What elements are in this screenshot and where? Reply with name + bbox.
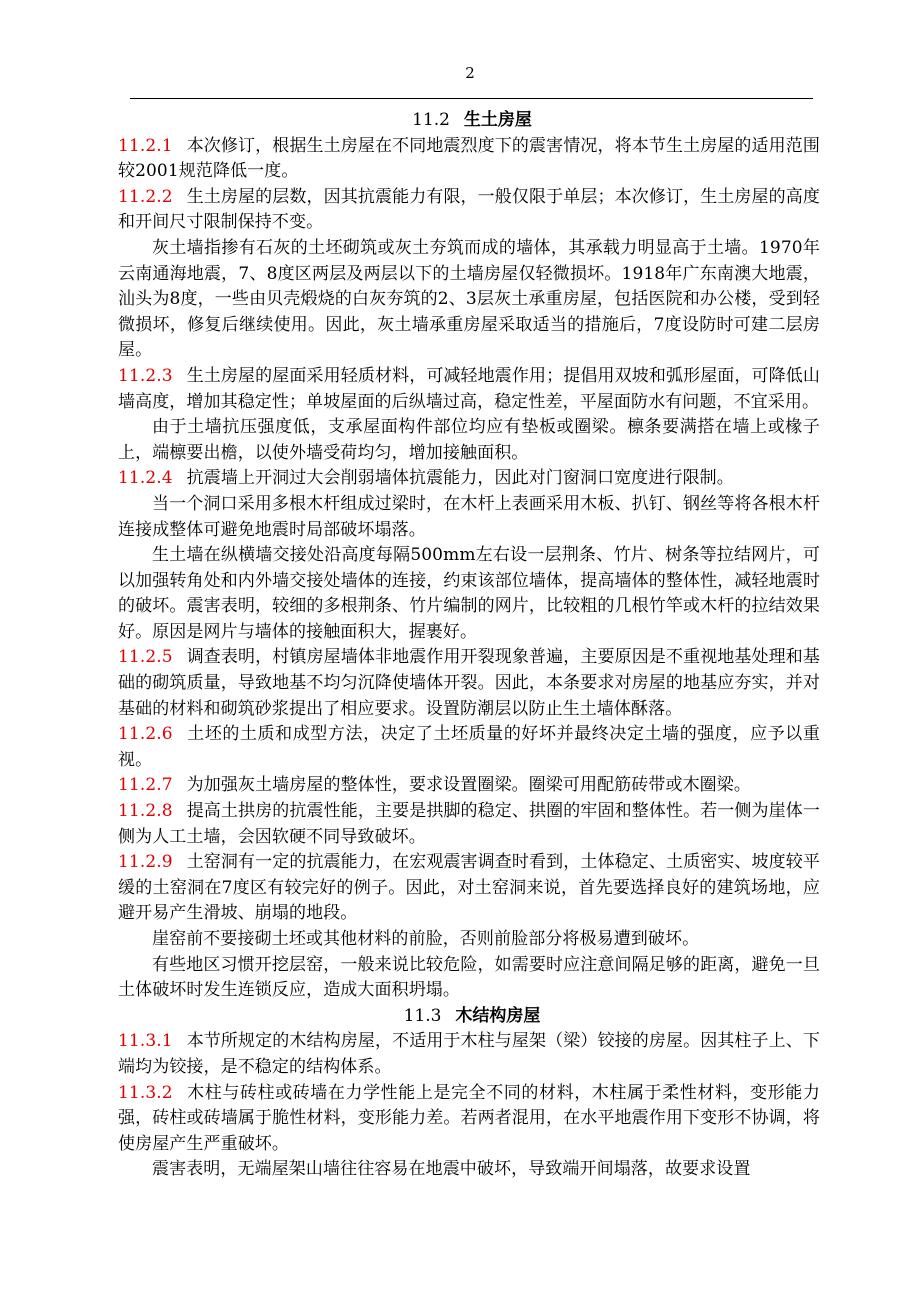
document-body [118,108,820,1183]
body-paragraph [118,492,820,543]
clause-paragraph [118,1029,820,1080]
clause-paragraph [118,722,820,773]
clause-paragraph [118,185,820,236]
paragraph-text: 有些地区习惯开挖层窑，一般来说比较危险，如需要时应注意间隔足够的距离，避免一旦土体破坏时发生连锁反应，造成大面积坍塌。 [118,954,820,1001]
paragraph-text: 震害表明，无端屋架山墙往往容易在地震中破坏，导致端开间塌落，故要求设置 [152,1159,751,1180]
paragraph-text: 木柱与砖柱或砖墙在力学性能上是完全不同的材料，木柱属于柔性材料，变形能力强，砖柱或砖墙属于脆性材料，变形能力差。若两者混用，在水平地震作用下变形不协调，将使房屋产生严重破坏。 [118,1082,820,1154]
clause-number: 11.2.6 [118,724,173,745]
paragraph-text: 由于土墙抗压强度低，支承屋面构件部位均应有垫板或圈梁。檩条要满搭在墙上或椽子上，端檩要出檐，以使外墙受荷均匀，增加接触面积。 [118,417,820,463]
clause-number: 11.2.8 [118,801,173,822]
section-number: 11.3 [403,1005,442,1026]
clause-number: 11.2.2 [118,186,173,207]
clause-number: 11.3.1 [118,1031,173,1052]
paragraph-text: 抗震墙上开洞过大会削弱墙体抗震能力，因此对门窗洞口宽度进行限制。 [186,468,734,489]
section-heading-text: 木结构房屋 [455,1005,541,1026]
paragraph-text: 崖窑前不要接砌土坯或其他材料的前脸，否则前脸部分将极易遭到破坏。 [152,929,700,949]
paragraph-text: 提高土拱房的抗震性能，主要是拱脚的稳定、拱圈的牢固和整体性。若一侧为崖体一侧为人工土墙，会因软硬不同导致破坏。 [118,801,820,847]
section-number: 11.2 [412,110,450,130]
paragraph-text: 生土房屋的屋面采用轻质材料，可减轻地震作用；提倡用双坡和弧形屋面，可降低山墙高度，增加其稳定性；单坡屋面的后纵墙过高，稳定性差，平屋面防水有问题，不宜采用。 [118,365,820,412]
body-paragraph [118,1157,820,1183]
clause-number: 11.2.3 [118,365,173,386]
clause-paragraph [118,773,820,799]
body-paragraph [118,543,820,645]
body-paragraph [118,415,820,466]
clause-number: 11.2.7 [118,775,173,796]
paragraph-text: 土坯的土质和成型方法，决定了土坯质量的好坏并最终决定土墙的强度，应予以重视。 [118,724,820,770]
clause-number: 11.2.9 [118,852,173,873]
paragraph-text: 本节所规定的木结构房屋，不适用于木柱与屋架（梁）铰接的房屋。因其柱子上、下端均为铰接，是不稳定的结构体系。 [118,1031,820,1077]
section-title [118,1004,820,1030]
paragraph-text: 灰土墙指掺有石灰的土坯砌筑或灰土夯筑而成的墙体，其承载力明显高于土墙。1970年云南通海地震，7、8度区两层及两层以下的土墙房屋仅轻微损坏。1918年广东南澳大地震，汕头为8度，一些由贝壳煅烧的白灰夯筑的2、3层灰土承重房屋，包括医院和办公楼，受到轻微损坏，修复后继续使用。因此，灰土墙承重房屋采取适当的措施后，7度设防时可建二层房屋。 [118,237,820,361]
section-title [118,108,820,134]
section-heading-text: 生土房屋 [463,110,532,130]
paragraph-text: 当一个洞口采用多根木杆组成过梁时，在木杆上表画采用木板、扒钉、钢丝等将各根木杆连接成整体可避免地震时局部破坏塌落。 [118,493,820,540]
paragraph-text: 生土房屋的层数，因其抗震能力有限，一般仅限于单层；本次修订，生土房屋的高度和开间尺寸限制保持不变。 [118,186,820,233]
clause-paragraph [118,850,820,927]
clause-paragraph [118,466,820,492]
paragraph-text: 本次修订，根据生土房屋在不同地震烈度下的震害情况，将本节生土房屋的适用范围较2001规范降低一度。 [118,135,820,182]
paragraph-text: 生土墙在纵横墙交接处沿高度每隔500mm左右设一层荆条、竹片、树条等拉结网片，可以加强转角处和内外墙交接处墙体的连接，约束该部位墙体，提高墙体的整体性，减轻地震时的破坏。震害表明，较细的多根荆条、竹片编制的网片，比较粗的几根竹竿或木杆的拉结效果好。原因是网片与墙体的接触面积大，握裹好。 [118,545,820,642]
clause-number: 11.2.4 [118,468,173,489]
page-number: 2 [465,64,475,82]
paragraph-text: 调查表明，村镇房屋墙体非地震作用开裂现象普遍，主要原因是不重视地基处理和基础的砌筑质量，导致地基不均匀沉降使墙体开裂。因此，本条要求对房屋的地基应夯实，并对基础的材料和砌筑砂浆提出了相应要求。设置防潮层以防止生土墙体酥落。 [118,647,820,719]
body-paragraph [118,236,820,364]
body-paragraph [118,953,820,1004]
clause-number: 11.2.1 [118,135,173,156]
paragraph-text: 为加强灰土墙房屋的整体性，要求设置圈梁。圈梁可用配筋砖带或木圈梁。 [186,775,751,796]
clause-paragraph [118,645,820,722]
paragraph-text: 土窑洞有一定的抗震能力，在宏观震害调查时看到，土体稳定、土质密实、坡度较平缓的土窑洞在7度区有较完好的例子。因此，对土窑洞来说，首先要选择良好的建筑场地，应避开易产生滑坡、崩塌的地段。 [118,852,820,924]
clause-number: 11.2.5 [118,647,173,668]
clause-paragraph [118,134,820,185]
clause-paragraph [118,1081,820,1158]
clause-paragraph [118,364,820,415]
header-rule [130,98,813,99]
body-paragraph [118,927,820,953]
clause-number: 11.3.2 [118,1082,173,1103]
clause-paragraph [118,799,820,850]
